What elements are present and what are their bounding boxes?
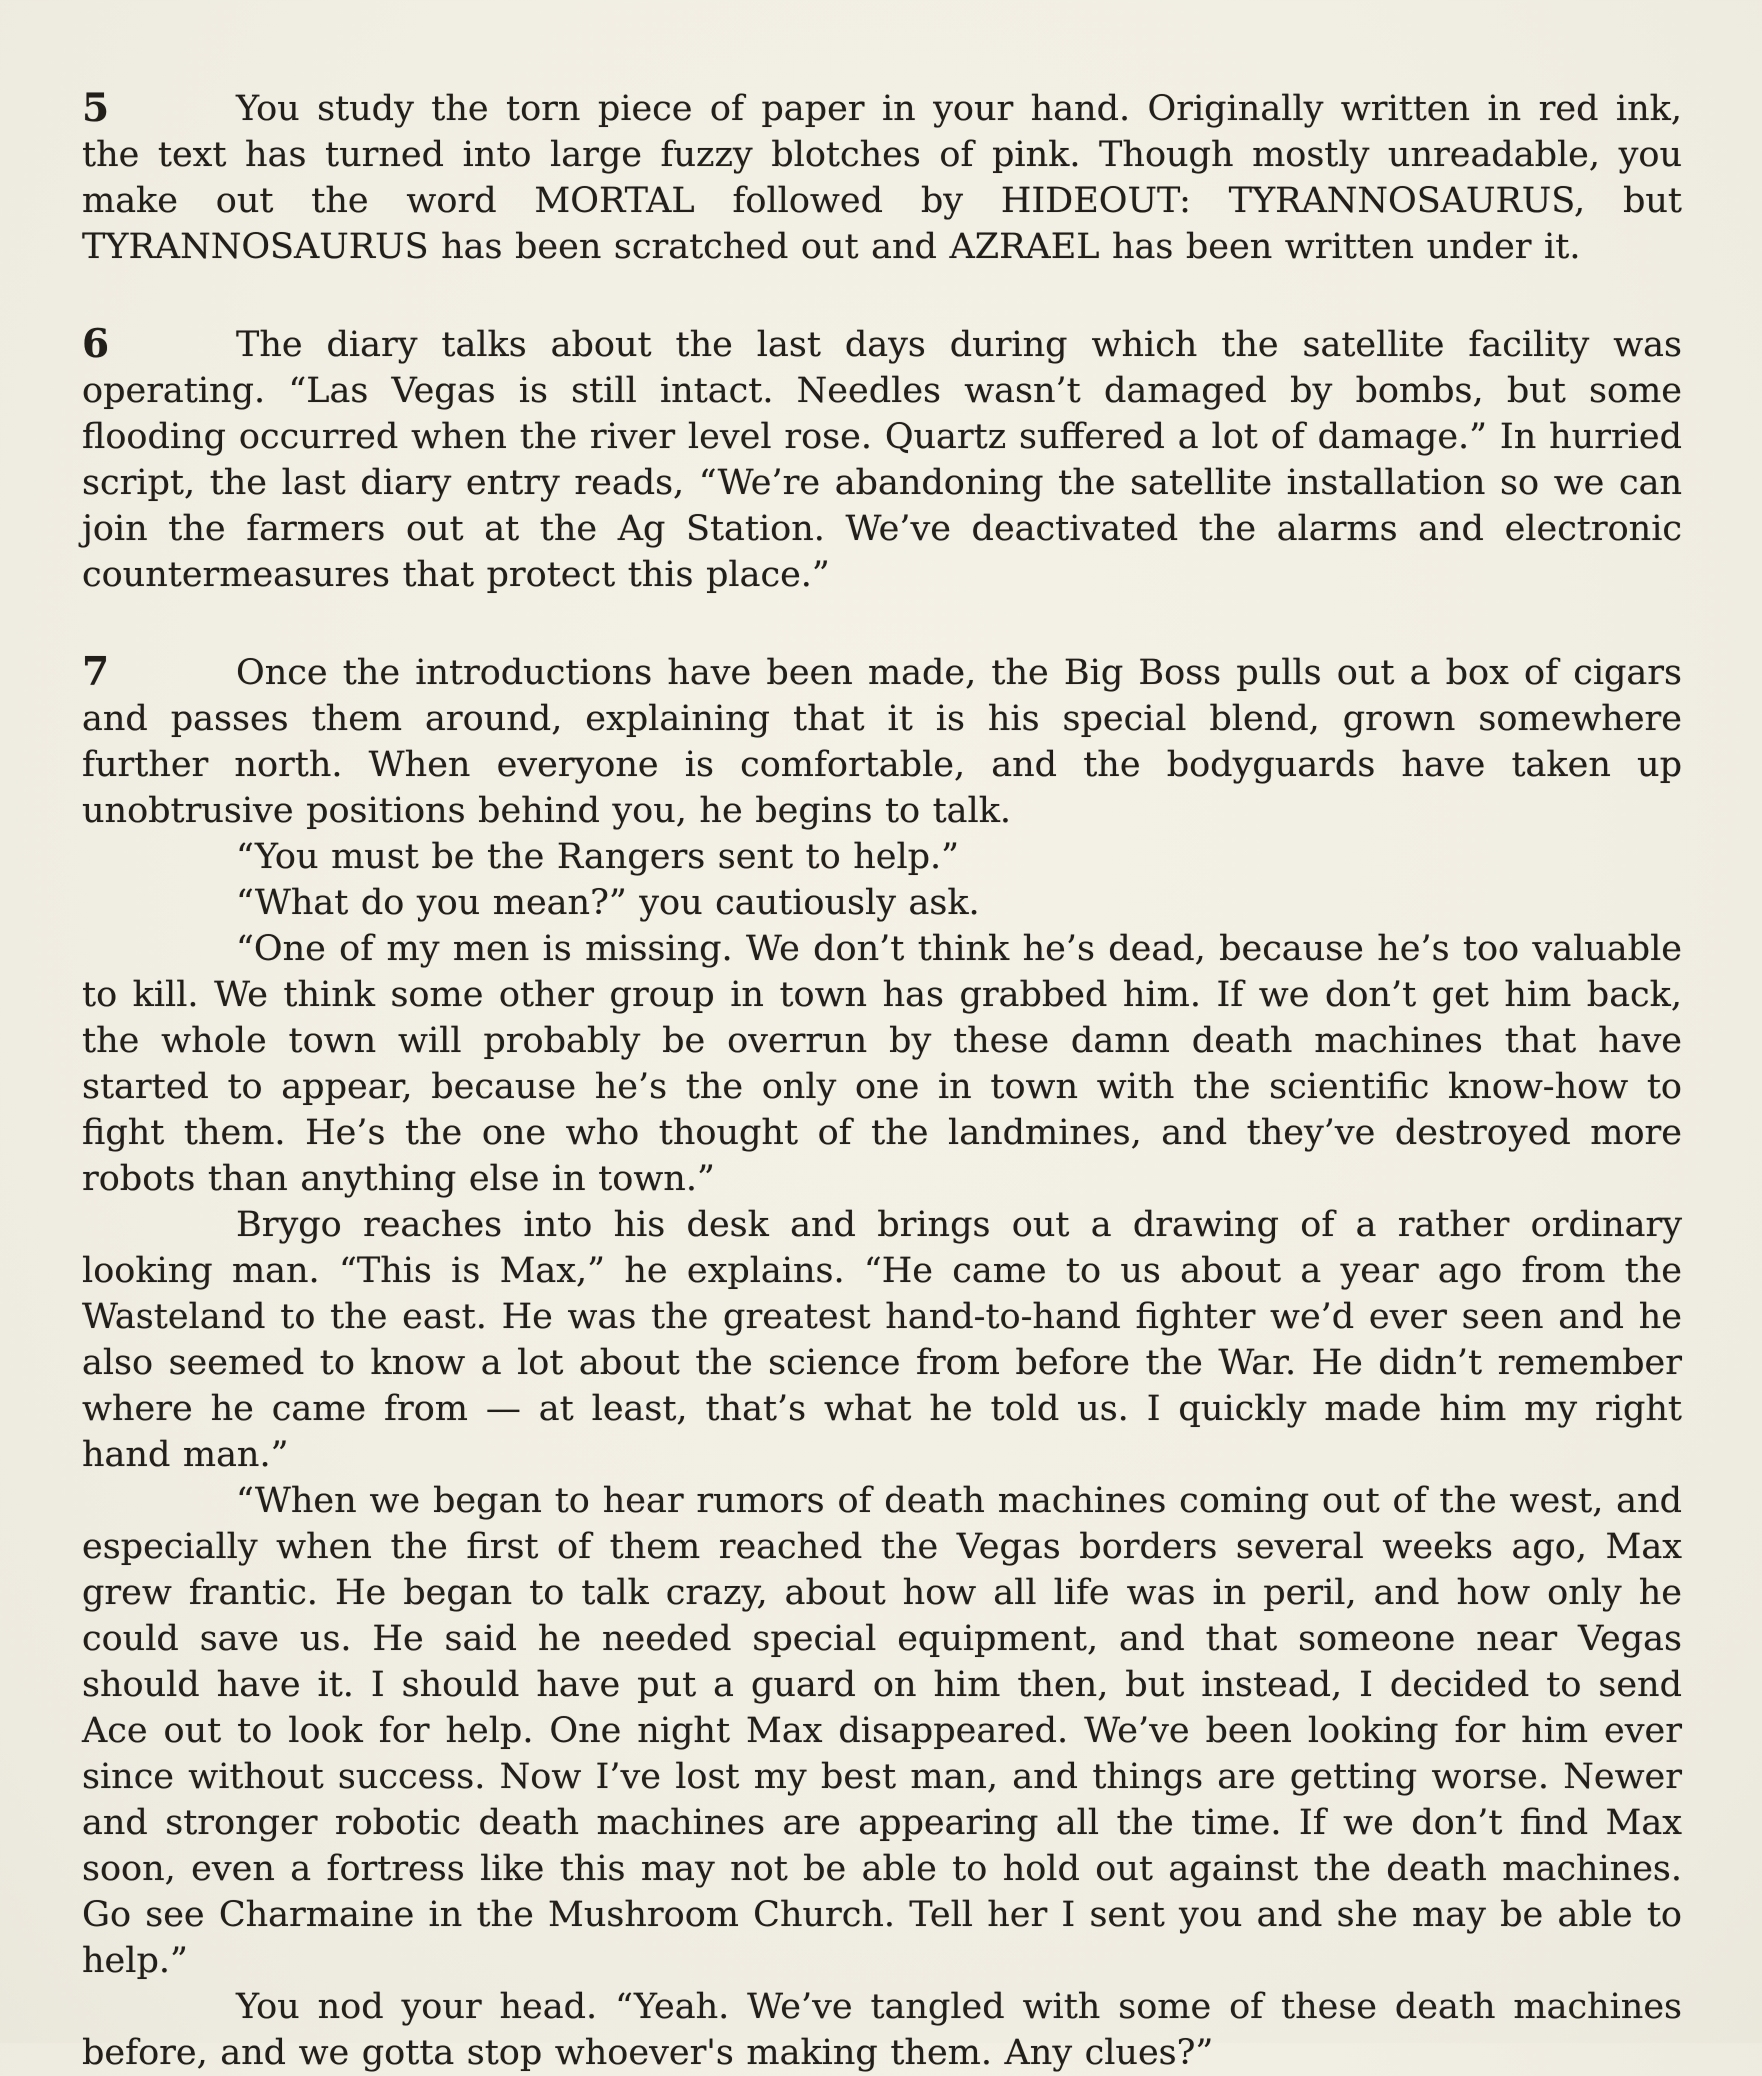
- paragraph-text: You study the torn piece of paper in your hand. Originally written in red ink, the text has turned into large fuzzy blotches of pink. Though mostly unreadable, you make out the word MORTAL followed by HIDEOUT: TYRANNOSAURUS, but TYRANNOSAURUS has been scratched out and AZRAEL has been written under it.: [82, 89, 1682, 267]
- dialogue-line: “What do you mean?” you cautiously ask.: [236, 883, 980, 923]
- paragraph-text: “One of my men is missing. We don’t think he’s dead, because he’s too valuable to kill. We think some other group in town has grabbed him. If we don’t get him back, the whole town will probably be overrun by these damn death machines that have started to appear, because he’s the only one in town with the scientific know-how to fight them. He’s the one who thought of the landmines, and they’ve destroyed more robots than anything else in town.”: [82, 929, 1682, 1199]
- paragraph-text: Once the introductions have been made, the Big Boss pulls out a box of cigars and passes them around, explaining that it is his special blend, grown somewhere further north. When everyone is comfortable, and the bodyguards have taken up unobtrusive positions behind you, he begins to talk.: [82, 653, 1682, 831]
- paragraph-text: Brygo reaches into his desk and brings out a drawing of a rather ordinary looking man. “This is Max,” he explains. “He came to us about a year ago from the Wasteland to the east. He was the greatest hand-to-hand fighter we’d ever seen and he also seemed to know a lot about the science from before the War. He didn’t remember where he came from — at least, that’s what he told us. I quickly made him my right hand man.”: [82, 1205, 1682, 1475]
- paragraph-text: You nod your head. “Yeah. We’ve tangled with some of these death machines before, and we gotta stop whoever's making them. Any clues?”: [82, 1987, 1682, 2073]
- paragraph-number-5: 5: [82, 85, 110, 131]
- paragraph-number-6: 6: [82, 321, 110, 367]
- paragraph-text: “When we began to hear rumors of death machines coming out of the west, and especially when the first of them reached the Vegas borders several weeks ago, Max grew frantic. He began to talk crazy, about how all life was in peril, and how only he could save us. He said he needed special equipment, and that someone near Vegas should have it. I should have put a guard on him then, but instead, I decided to send Ace out to look for help. One night Max disappeared. We’ve been looking for him ever since without success. Now I’ve lost my best man, and things are getting worse. Newer and stronger robotic death machines are appearing all the time. If we don’t find Max soon, even a fortress like this may not be able to hold out against the death machines. Go see Charmaine in the Mushroom Church. Tell her I sent you and she may be able to help.”: [82, 1481, 1682, 1981]
- paragraph-text: The diary talks about the last days during which the satellite facility was operating. “Las Vegas is still intact. Needles wasn’t damaged by bombs, but some flooding occurred when the river level rose. Quartz suffered a lot of damage.” In hurried script, the last diary entry reads, “We’re abandoning the satellite installation so we can join the farmers out at the Ag Station. We’ve deactivated the alarms and electronic countermeasures that protect this place.”: [82, 325, 1682, 595]
- dialogue-line: “You must be the Rangers sent to help.”: [236, 837, 960, 877]
- paragraph-number-7: 7: [82, 649, 110, 695]
- entry-5: [82, 86, 1682, 270]
- entry-6: [82, 322, 1682, 598]
- entry-7: [82, 650, 1682, 2076]
